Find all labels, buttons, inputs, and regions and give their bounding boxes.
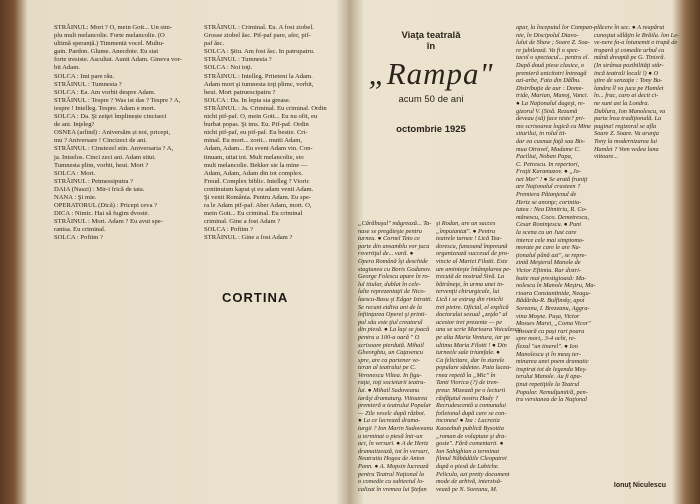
- text-line: „împuiantat". ● Pentru: [436, 227, 496, 235]
- text-line: Ca felicitare, dar în ziarele: [436, 356, 505, 364]
- text-line: turneu. ● Cornel Teto ce: [358, 235, 420, 243]
- text-line: ţionalul până azi", se repre-: [516, 251, 587, 259]
- text-line: [594, 396, 666, 404]
- text-line: [594, 389, 666, 397]
- text-line: ja. Intselos. Cinci zeci ani. Adam stiut.: [54, 153, 156, 161]
- text-line: gizorul V. (Sisă. Rezumă: [516, 107, 578, 115]
- text-line: dramatizează, tot în versuri,: [358, 447, 430, 455]
- text-line: minarea unei poem dramatic: [516, 358, 589, 366]
- text-line: STRĂINUL : Gine a fost Adam ?: [204, 234, 293, 242]
- text-line: [594, 313, 666, 321]
- text-line: [594, 419, 666, 427]
- text-line: răsfăţatul nostru Hady ?: [436, 394, 499, 402]
- text-line: [594, 206, 666, 214]
- text-line: SOLCA : Poftim ?: [204, 226, 253, 234]
- text-line: Freud. Complex biblic. Intelleg ? Vioric: [204, 177, 310, 185]
- text-line: [594, 267, 666, 275]
- text-line: cunoştut sălăţin le Brăila. lon Le-: [594, 31, 680, 39]
- script-column-1: [54, 24, 196, 324]
- text-line: calizat în vremea lui Ştefan: [358, 485, 427, 493]
- text-line: Adam, Adam, Adam din tot complex.: [204, 169, 303, 177]
- text-line: nicht pif-paf. O, mein Gott... Eu nu ofit, eu: [204, 113, 318, 121]
- text-line: preur. Mizează pe o lecturii: [436, 387, 506, 395]
- text-line: vina Moşne. Puşa, Victor: [516, 312, 580, 320]
- text-line: lului de Shaw ; Soare Z. Soa-: [516, 39, 590, 47]
- text-line: tru versiunea de la Naţional: [516, 396, 588, 404]
- text-line: mo scrisoarea logică cu Mine: [516, 122, 591, 130]
- text-line: [594, 221, 666, 229]
- text-line: STRĂINUL : Tespre ? Was ist das ? Tespre ? A,: [54, 96, 181, 104]
- text-line: [594, 328, 666, 336]
- text-line: Gheorghiu, un Caţavencu: [358, 349, 423, 357]
- text-line: a terminat o piesă într-un: [358, 432, 423, 440]
- text-line: Adam mort şi tumnesta toţi plimc, vorbit,: [204, 80, 314, 88]
- text-line: landra îl va juca pe Hamlet: [594, 84, 664, 92]
- text-line: [594, 168, 666, 176]
- text-line: flexul "un tinerel". ● Ion: [516, 342, 578, 350]
- text-line: după o piesă de Labiche.: [436, 463, 500, 470]
- text-line: SOLCA : Da. Şi zeiţei împlinește cinciseci: [54, 113, 167, 121]
- text-line: foiletonul după care se con-: [436, 409, 507, 417]
- text-line: populare sădetee. Paia lucea-: [436, 364, 512, 372]
- text-line: [594, 320, 666, 328]
- text-line: ● La ce lucrează drama-: [358, 417, 421, 425]
- text-line: teran al teatrului pe C.: [358, 364, 416, 372]
- text-line: tespre ! Intelleg. Tespre. Adam e mort.: [54, 104, 156, 112]
- text-line: apar, la începutul lor Compan-: [516, 24, 595, 31]
- text-line: [594, 404, 666, 412]
- article-column-4: [594, 24, 680, 482]
- text-line: criminal. Gine a fost Adam ?: [204, 218, 281, 226]
- text-line: terului Manole. Au fi apa-: [516, 373, 582, 381]
- text-line: Tumnesta plim, vorbit, heut. Mort ?: [54, 161, 149, 169]
- text-line: din piesă. ● La laşi se joacă: [358, 326, 430, 334]
- text-line: [594, 426, 666, 434]
- text-line: zintă Meşterul Manole de: [516, 259, 581, 267]
- text-line: mână dreaptă pe G. Tinisră.: [594, 54, 666, 62]
- rampa-title: „Rampa": [368, 56, 494, 91]
- text-line: de ani. Inţeleg?: [54, 121, 95, 129]
- text-line: re jubilează. Va fi o spec-: [516, 46, 580, 54]
- text-line: doctorului sexual „zeţdo" al: [436, 311, 508, 319]
- header-line-3: acum 50 de ani: [398, 94, 464, 105]
- text-line: Se recunt etdiva ani de la: [358, 303, 422, 311]
- text-line: [594, 214, 666, 222]
- text-line: inspirat tot de legenda Meş-: [516, 365, 588, 373]
- text-line: mein Gott... Eu criminal. Eu criminal: [204, 210, 303, 218]
- text-line: vează pe N. Soreanu, M.: [436, 485, 498, 493]
- text-line: [594, 449, 666, 457]
- text-line: trecută de nostrud Sivă. La: [436, 273, 505, 281]
- text-line: Bădărău-R. Bulfinsky, apoi: [516, 297, 585, 305]
- text-line: goste". Fără comentarii. ●: [436, 440, 504, 448]
- text-line: la scena cu un Just care: [516, 229, 577, 237]
- text-line: SOLCA : Poftim ?: [54, 234, 103, 242]
- text-line: um aminteşte întâmplarea pe-: [436, 265, 512, 273]
- text-line: turgii ? Ion Marin Sadoveanu: [358, 425, 433, 433]
- text-line: parte din ansamblu vor juca: [358, 242, 430, 250]
- text-line: inconea! ● Iza : Lucrezia: [436, 417, 500, 425]
- text-line: mu ? Aniversare ! Cincizeci de ani.: [54, 137, 147, 145]
- text-line: bătrâneţe, în urma unei in-: [436, 280, 505, 288]
- text-line: Popular. Nemulţumit/ă, pen-: [516, 388, 588, 396]
- text-line: STRĂINUL : Ja. Criminal. Eu criminal. Ordin: [204, 104, 327, 112]
- text-line: Cesar Roninţescu. ● Puni: [516, 221, 582, 229]
- text-line: [594, 259, 666, 267]
- text-line: DICA : Nimic. Hai să fugim dvostė.: [54, 210, 150, 218]
- text-line: Fraţii Karamazov. ● „Jo-: [516, 168, 581, 176]
- text-line: pagina! regizoral se afla: [594, 122, 657, 130]
- text-line: dar ea cusnua faţă sau Bis-: [516, 137, 586, 145]
- text-line: tinuam, uitat tot. Mult melancolie, sto: [204, 153, 304, 161]
- text-line: organizează succesul de pro-: [436, 250, 510, 258]
- text-line: [594, 457, 666, 465]
- text-line: pe alta Maria Ventura, iar pe: [436, 333, 510, 341]
- text-line: Paciliui, Noban Papa,: [516, 153, 573, 161]
- text-line: [594, 176, 666, 184]
- text-line: Distribuţie de aur : Dome-: [516, 84, 584, 92]
- text-line: pentru Teatrul Naţional la: [358, 470, 425, 478]
- text-line: STRĂINUL : Mort. Adam ? Eu avut spe-: [54, 218, 163, 226]
- text-line: [594, 351, 666, 359]
- text-line: [594, 381, 666, 389]
- text-line: mode de arhivă, interzisă-: [436, 478, 502, 486]
- text-line: [594, 244, 666, 252]
- text-line: paf ăsc.: [204, 40, 225, 48]
- text-line: gain. Pardon. Glume. Anecdote. Eu stat: [54, 48, 159, 56]
- text-line: lalte reprezentaţii de Nico-: [358, 288, 426, 296]
- text-line: Lică i se extrag din rinichi: [436, 295, 503, 303]
- text-line: turneele sale triumfale. ●: [436, 349, 500, 357]
- text-line: trupară şi comedie urbul cu: [594, 46, 665, 54]
- text-line: rioara Constantinide, Neagu-: [516, 289, 591, 297]
- text-line: Adam, Adam... Eu svent Adam vin. Con-: [204, 145, 313, 153]
- header-line-1: Viaţa teatrală: [401, 30, 461, 41]
- text-line: [594, 373, 666, 381]
- text-line: George Folescu apare în ro-: [358, 273, 430, 281]
- text-line: filmul Năbădăile Cleopatrei: [436, 455, 507, 463]
- text-line: interce cele mai simptomo-: [516, 236, 585, 244]
- text-line: Hertz se anonţe; corintia-: [516, 198, 582, 206]
- text-line: o comedie cu subiectul lo-: [358, 478, 425, 486]
- text-line: ra le Adam pif-paf. Aber Adam, mort. O,: [204, 202, 312, 210]
- text-line: purta însa tradiţională. La: [594, 115, 662, 123]
- text-line: iarăşi dramaturg. Viitoarea: [358, 394, 428, 402]
- text-line: [594, 305, 666, 313]
- text-line: Mosses Marei, „Coma Vicor": [516, 320, 591, 328]
- header-line-2: în: [426, 41, 436, 52]
- text-line: NANA : Şi mie.: [54, 193, 97, 201]
- text-line: mănescu, Coco. Demetrescu,: [516, 213, 590, 221]
- text-line: Victor Eftimiu. Rar distri-: [516, 267, 581, 274]
- text-line: lul titular, dublat în cele-: [358, 280, 421, 288]
- text-line: SOLCA : Noi toţi.: [204, 64, 253, 72]
- text-line: tervenţii chirurgicale, lui: [436, 288, 500, 296]
- text-line: nie, în Discipolul Diavo-: [516, 31, 579, 39]
- text-line: C. Petrescu. In repertori,: [516, 160, 580, 168]
- text-line: Veronescu Viltea. In figu-: [358, 371, 422, 379]
- text-line: continuism kaput şi eu adam venit Adam.: [204, 185, 314, 193]
- text-line: Dublura, Ion Manolescu, va: [594, 107, 666, 115]
- text-line: nicht pif-paf, eu pif-paf. Eu bestie. Cri-: [204, 129, 308, 137]
- text-line: act, în versuri. ● A de Hertz: [358, 440, 429, 448]
- text-line: [594, 191, 666, 199]
- text-line: în... frac, caro ai decit ci-: [594, 92, 659, 100]
- text-line: vincie al Mariei Filotti. Este: [436, 257, 508, 265]
- text-line: ve-nere fa-a întunemit o trupă de: [594, 39, 678, 47]
- text-line: [594, 297, 666, 305]
- text-line: Kaozebuh publică Bysoitia: [436, 425, 504, 433]
- text-line: [594, 199, 666, 207]
- text-line: mult melancolie. Bekker sie la mine —: [204, 161, 308, 169]
- text-line: [594, 237, 666, 245]
- text-line: tacol o spectacul... pentru el.: [516, 54, 590, 62]
- text-line: ne sunt ast la Londra.: [594, 99, 650, 107]
- text-line: (In strânsa pozibilităţi stăr-: [594, 61, 664, 69]
- text-line: plăcere în sec. ● A reapărut: [594, 24, 665, 31]
- text-line: Manolescu şi în meaş ter-: [516, 350, 581, 358]
- text-line: OPERATORUL (Dică) : Pricepi ceva ?: [54, 202, 158, 210]
- text-line: burbat popas. Şi tms. Eu. Pif-paf. Ordin: [204, 121, 309, 129]
- text-line: stagiunea cu Boris Godunov.: [358, 265, 431, 273]
- text-line: înfiinţarea Operei şi printi-: [358, 311, 427, 319]
- text-line: ţinut repetiţiile la Teatrul: [516, 380, 580, 388]
- text-line: [594, 275, 666, 283]
- text-line: acestor trei prezente — pe: [436, 318, 502, 326]
- text-line: ultima Maria Filotti ! ● Din: [436, 341, 507, 349]
- text-line: Tony la modernizarea lui: [594, 137, 658, 145]
- text-line: SOLCA : Ea. Am vorbit despre Adam.: [54, 88, 156, 96]
- text-line: [594, 252, 666, 260]
- text-line: DAIA (Naszi) : Mir-i frică de tata.: [54, 185, 145, 193]
- text-line: pul său este ţiul creatorul: [358, 318, 423, 326]
- text-line: raţie, toţi societarii teatru-: [358, 379, 426, 387]
- text-line: STRĂINUL : Tumnesta ?: [54, 80, 122, 88]
- text-line: rnea repetă la „Mic" în: [436, 371, 496, 379]
- text-line: deveau (să) face niste? pri-: [516, 115, 585, 123]
- text-line: Neatratia Hogea de Anton: [358, 455, 425, 463]
- text-line: Grosse ziobel ăsc. Pif-paf pare, afer, pif-: [204, 32, 311, 40]
- text-line: una se scrie Marioara Voiculescu,: [436, 326, 523, 334]
- text-line: [594, 464, 666, 472]
- text-line: scrisoare pierdută. Mihail: [358, 341, 424, 349]
- text-line: [594, 366, 666, 374]
- text-line: Hamlet ? Vom vedea luna: [594, 145, 659, 153]
- text-line: minal. Eu mort... zorit... mutti Adam,: [204, 137, 302, 145]
- text-line: Soare Z. Soare. Va aranja: [594, 130, 659, 138]
- text-line: tatea : Nea Dimitriu, R. Co-: [516, 206, 587, 214]
- text-line: Pann. ● A. Mopsin lucrează: [358, 463, 429, 470]
- script-column-2: [204, 24, 346, 242]
- right-page: [358, 24, 680, 494]
- text-line: incă teatrali locali !) ● O: [594, 69, 659, 77]
- text-line: Pelicula, azi pretty document: [436, 470, 510, 478]
- text-line: Ion Sahighian a terminat: [436, 447, 500, 455]
- text-line: nase se pregăteşte pentru: [358, 227, 422, 235]
- text-line: spre, are ca partener ve-: [358, 356, 420, 364]
- curtain-heading: CORTINA: [222, 290, 289, 305]
- text-line: dorescu, funsound împreună: [436, 242, 508, 250]
- text-line: are Naţionalul crasteen ?: [516, 183, 581, 191]
- text-line: nolescu în Manole Meştru, Ma-: [516, 282, 596, 290]
- article-date: octombrie 1925: [396, 124, 466, 136]
- text-line: mua Otravel, Madame C.: [516, 145, 581, 153]
- text-line: bit Adam.: [54, 64, 81, 72]
- text-line: [594, 358, 666, 366]
- text-line: ştire de senzaţie : Tony Bu-: [594, 77, 663, 85]
- text-line: „roman de voluptate şi dra-: [436, 432, 507, 440]
- text-line: SOLCA : Mort.: [54, 169, 96, 177]
- text-line: STRĂINUL : Intelleg. Priteteni la Adam.: [204, 72, 313, 80]
- text-line: plu mult melancolie. Forte melancolie. (O: [54, 32, 165, 40]
- text-line: „Cărăbuşul" măgrează... Ta-: [358, 220, 432, 227]
- text-line: STRĂINUL : Petmessiputra ?: [54, 177, 134, 185]
- article-header: [358, 24, 504, 199]
- text-line: ● La Naţionalul dugeşt, re-: [516, 99, 585, 107]
- text-line: — Zile veselc după război.: [358, 409, 426, 417]
- text-line: SOLCA : Ştiu. Am fost ăsc. In patrupatru.: [204, 48, 315, 56]
- article-column-1: [358, 220, 433, 493]
- text-line: trei pietre. Oficial, el explică: [436, 303, 509, 311]
- text-line: Opera Română îşi deschide: [358, 257, 428, 265]
- text-line: morate pe care le are Na-: [516, 244, 581, 252]
- text-line: [594, 343, 666, 351]
- text-line: şi Rodan, are un succes: [436, 220, 496, 227]
- text-line: pentru a 100-a oară " O: [358, 333, 420, 341]
- text-line: Recrudescentă a comunalui: [436, 402, 506, 410]
- text-line: forte tresiste. Ascultat. Aunit Adam. Gineva vor-: [54, 56, 182, 64]
- text-line: [594, 183, 666, 191]
- text-line: Soreanu, I. Brezeanu, Aggra-: [516, 304, 590, 312]
- text-line: ultimă speranță.) Timmentā vocel. Multu-: [54, 40, 165, 48]
- text-line: misoară cu pași rari poara: [516, 327, 585, 335]
- text-line: premieră a teatrului Popular: [358, 402, 432, 410]
- text-line: Şi venit România. Pentru Adam. Eu spe-: [204, 193, 311, 201]
- text-line: [594, 442, 666, 450]
- text-line: net Mer" ! ● Se arată fruniţi: [516, 175, 588, 183]
- text-line: viitoare...: [594, 153, 619, 161]
- text-line: [594, 290, 666, 298]
- text-line: SOLCA : Da. In lepta sia grease.: [204, 96, 291, 104]
- text-line: rsvertiţul de... vară. ●: [358, 250, 414, 258]
- text-line: STRĂINUL: Mort ? O, mein Gott... Un sim-: [54, 24, 173, 31]
- text-line: butie mai prestigioasă: Ma-: [516, 274, 587, 282]
- text-line: [594, 434, 666, 442]
- text-line: azi-arbe, Fata din Dâlbu.: [516, 77, 581, 85]
- text-line: premieră unicitotri întreagă: [516, 69, 587, 77]
- text-line: [594, 335, 666, 343]
- text-line: laescu-Basu şi Edgar Istratti.: [358, 295, 433, 303]
- text-line: SOLCA : Imi pare rău.: [54, 72, 115, 80]
- author-signature: Ionuţ Niculescu: [613, 482, 666, 489]
- text-line: spre mort,. 3-4 ochi, re-: [516, 335, 576, 343]
- text-line: STRĂINUL : Tumnesta ?: [204, 56, 272, 64]
- text-line: STRĂINUL : Cinsiezel stin. Aniversaria ? A,: [54, 145, 174, 153]
- text-line: lui. ● Mihail Sadoveanu: [358, 387, 420, 395]
- text-line: OSNEA (arlind) : Aniversăm și noi, pricepi,: [54, 129, 171, 137]
- article-column-3: [516, 24, 596, 482]
- article-column-2: [436, 220, 523, 493]
- text-line: heut. Mort patruescipatru ?: [204, 88, 276, 96]
- text-line: Tanti Viorica (?) de tren-: [436, 379, 499, 387]
- text-line: siturilui, in rolul tit-: [516, 130, 567, 138]
- text-line: rantsa. Eu criminal.: [54, 226, 106, 234]
- text-line: teatrele turnee ! Lică Tea-: [436, 235, 502, 243]
- text-line: tride, Marian, Manoj, Vanci.: [516, 92, 589, 100]
- text-line: [594, 411, 666, 419]
- text-line: [594, 282, 666, 290]
- text-line: STRĂINUL : Criminal. Eu. A fost ziobel.: [204, 24, 314, 31]
- text-line: [594, 161, 666, 169]
- text-line: După două piese clasice, o: [516, 61, 585, 69]
- left-page: [54, 24, 350, 494]
- text-line: Premiera Păianjenul de: [516, 191, 577, 199]
- text-line: [594, 229, 666, 237]
